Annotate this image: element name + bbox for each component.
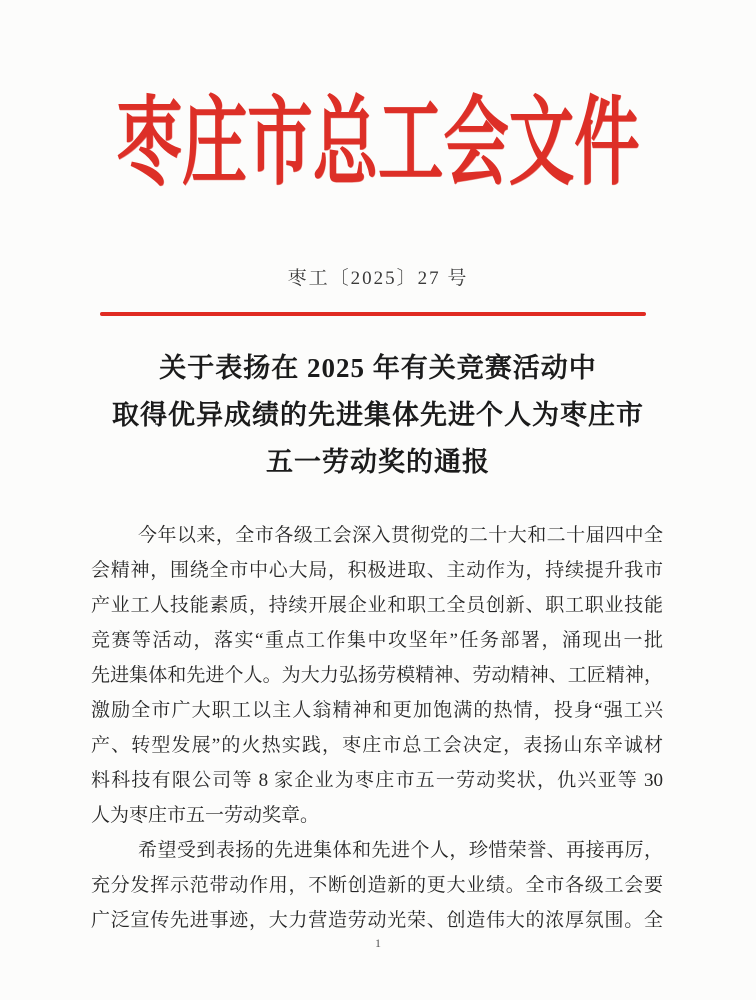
title-line-1: 关于表扬在 2025 年有关竞赛活动中	[159, 353, 597, 383]
body-line: 希望受到表扬的先进集体和先进个人，珍惜荣誉、再接再厉，	[138, 840, 663, 861]
body-line: 先进集体和先进个人。为大力弘扬劳模精神、劳动精神、工匠精神，	[91, 665, 663, 686]
body-line: 激励全市广大职工以主人翁精神和更加饱满的热情，投身“强工兴	[91, 700, 663, 721]
body-line: 产、转型发展”的火热实践，枣庄市总工会决定，表扬山东辛诚材	[91, 735, 663, 756]
document-body	[91, 518, 663, 938]
document-title	[60, 345, 696, 486]
body-line: 竞赛等活动，落实“重点工作集中攻坚年”任务部署，涌现出一批	[91, 630, 663, 651]
red-divider-line	[100, 312, 646, 316]
red-letterhead-title: 枣庄市总工会文件	[116, 89, 640, 197]
title-line-3: 五一劳动奖的通报	[266, 447, 490, 477]
document-number: 枣工〔2025〕27 号	[287, 268, 469, 289]
body-line: 人为枣庄市五一劳动奖章。	[91, 805, 320, 826]
body-line: 料科技有限公司等 8 家企业为枣庄市五一劳动奖状，仇兴亚等 30	[91, 770, 663, 791]
letterhead	[0, 82, 756, 204]
body-line: 充分发挥示范带动作用，不断创造新的更大业绩。全市各级工会要	[91, 875, 663, 896]
body-line: 会精神，围绕全市中心大局，积极进取、主动作为，持续提升我市	[91, 560, 663, 581]
body-line: 广泛宣传先进事迹，大力营造劳动光荣、创造伟大的浓厚氛围。全	[91, 910, 663, 931]
title-line-2: 取得优异成绩的先进集体先进个人为枣庄市	[112, 400, 644, 430]
page-number: 1	[375, 936, 381, 950]
body-line: 产业工人技能素质，持续开展企业和职工全员创新、职工职业技能	[91, 595, 663, 616]
body-line: 今年以来，全市各级工会深入贯彻党的二十大和二十届四中全	[138, 525, 663, 546]
